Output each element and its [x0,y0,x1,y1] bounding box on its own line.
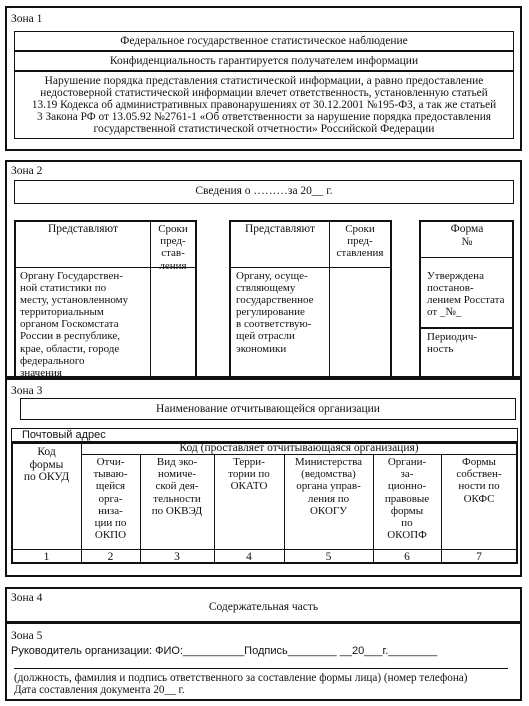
zone3-postal: Почтовый адрес [22,429,106,441]
zone3-col-okved: Вид эко- номиче- ской дея- тельности по ОКВЭД [151,456,203,517]
zone2-info: Сведения о ………за 20__ г. [195,185,333,197]
zone3-col-okfs: Формы собствен- ности по ОКФС [456,456,502,505]
zone3-col-number: 5 [325,551,332,563]
zone5-date: Дата составления документа 20__ г. [14,684,185,696]
zone5-manager: Руководитель организации: ФИО:__________Подпись________ __20___г.________ [11,645,438,657]
zone2-col2-head: Сроки пред- став- ления [158,223,188,272]
zone1-confidential: Конфиденциальность гарантируется получателем информации [109,55,419,67]
zone5-signature-line [14,668,508,669]
zone1-warning-line: государственной статистической отчетности» Российской Федерации [93,123,435,135]
zone2-col4-head: Сроки пред- ставления [336,223,384,260]
zone2-period: Периодич- ность [427,331,478,356]
zone2-approved: Утверждена постанов- лением Росстата от _№_ [427,270,505,319]
zone3-col-number: 2 [107,551,114,563]
zone3-col-number: 1 [43,551,50,563]
zone3-label: Зона 3 [11,385,43,397]
zone3-code-header: Код (проставляет отчитывающаяся организация) [179,442,419,454]
zone3-col-number: 4 [246,551,252,563]
zone3-org-name: Наименование отчитывающейся организации [156,403,380,415]
zone1-warning-line: 3 Закона РФ от 13.05.92 №2761-1 «Об ответственности за нарушение порядка предоставления [37,111,491,123]
zone3-col-okato: Терри- тории по ОКАТО [228,456,270,493]
zone1-title: Федеральное государственное статистическое наблюдение [120,35,408,47]
zone4-label: Зона 4 [11,592,43,604]
zone2-col1-text: Органу Государствен- ной статистики по месту, установленному территориальным органом Госкомстата России в республике, крае, области, городе федерального значения [20,270,129,379]
zone2-right-hline [421,257,513,258]
zone2-label: Зона 2 [11,165,43,177]
zone1-warning-line: Нарушение порядка представления статистической информации, а равно предоставление [44,75,484,87]
zone1-label: Зона 1 [11,13,43,25]
zone3-col-number: 6 [404,551,410,563]
zone1-warning-line: 13.19 Кодекса об административных правонарушениях от 30.12.2001 №195-ФЗ, а так же статьей [31,99,497,111]
zone3-col-number: 3 [174,551,180,563]
zone3-col-okpo: Отчи- тываю- щейся орга- низа- ции по ОКПО [93,456,128,542]
zone2-form-number: Форма № [450,223,484,248]
zone4-content: Содержательная часть [208,601,319,613]
zone3-col-okopf: Органи- за- ционно- правовые формы по ОКОПФ [384,456,430,542]
zone2-mid-hline [231,267,391,268]
zone3-col-okogu: Министерства (ведомства) органа управ- ления по ОКОГУ [294,456,363,517]
zone3-col-okud: Код формы по ОКУД [23,446,70,483]
zone1-warning-line: недостоверной статистической информации влечет ответственность, установленную статьей [40,87,488,99]
zone3-col-number: 7 [476,551,482,563]
zone2-col3-head: Представляют [244,223,315,235]
zone5-label: Зона 5 [11,630,43,642]
zone2-col3-text: Органу, осуще- ствляющему государственное регулирование в соответствую- щей отрасли экономики [236,270,314,355]
zone2-col1-head: Представляют [47,223,118,235]
zone5-responsible: (должность, фамилия и подпись ответственного за составление формы лица) (номер телефона) [14,672,468,684]
